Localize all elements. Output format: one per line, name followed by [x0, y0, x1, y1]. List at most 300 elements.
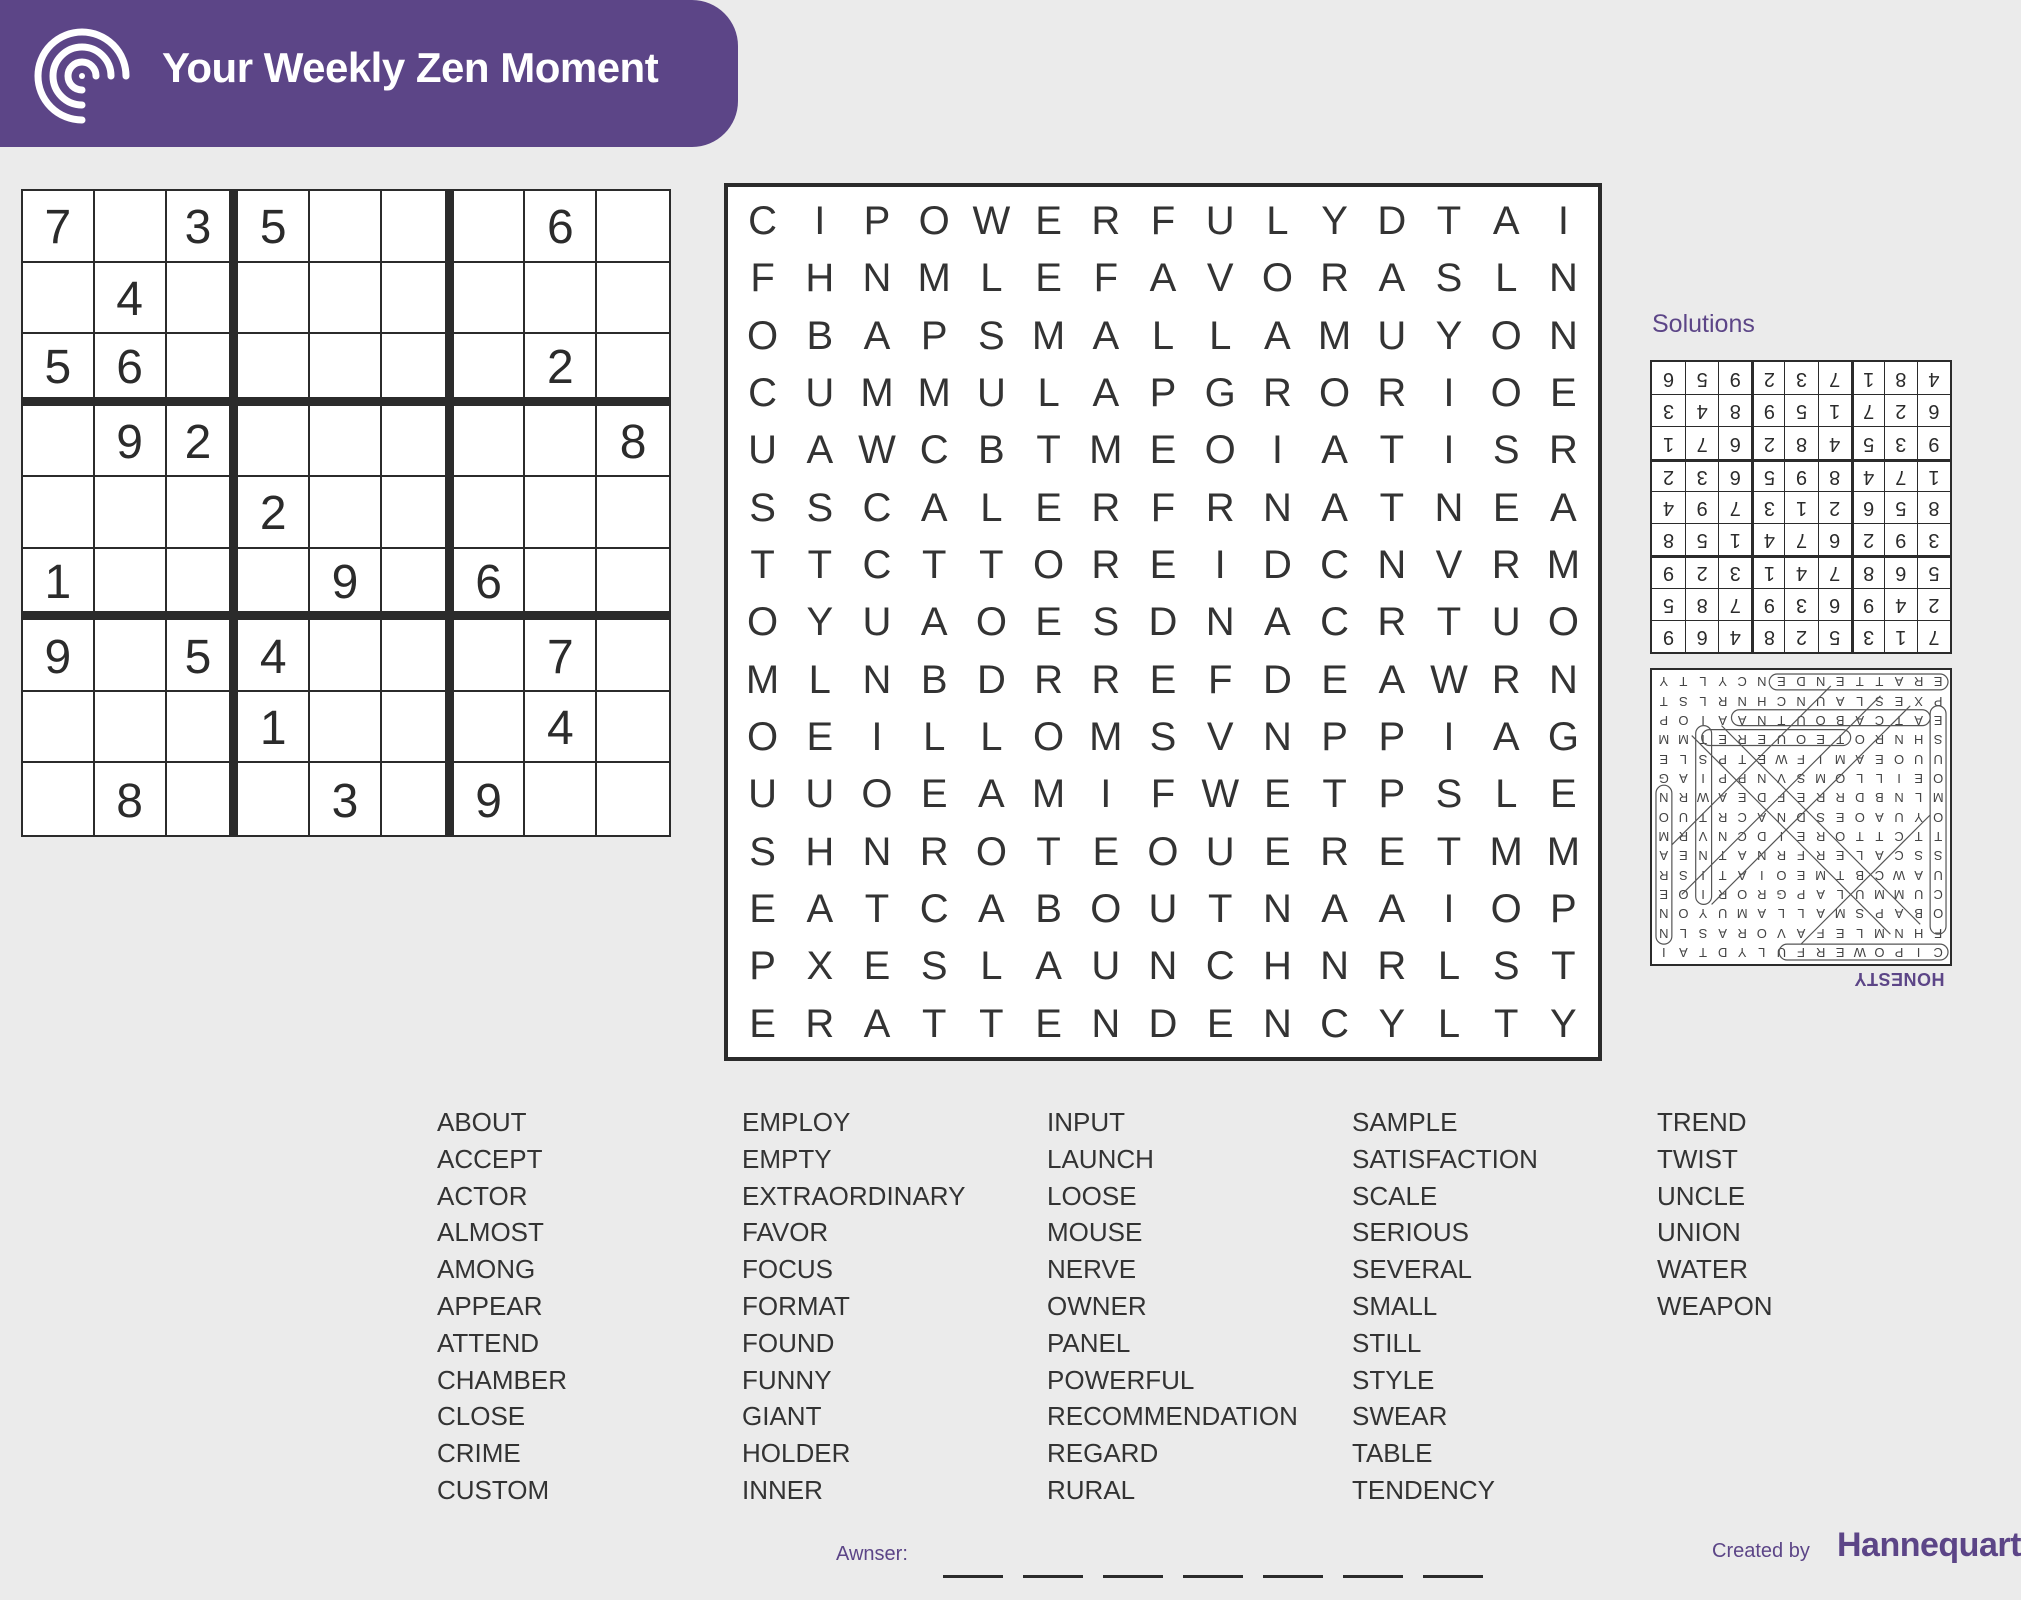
sudoku-cell[interactable] [382, 692, 454, 764]
word-search-letter[interactable]: T [1436, 199, 1462, 244]
sudoku-cell[interactable] [310, 620, 382, 692]
word-search-letter[interactable]: R [805, 1001, 835, 1046]
word-search-letter[interactable]: A [863, 1001, 891, 1046]
word-search-letter[interactable]: V [1206, 256, 1234, 301]
word-search-letter[interactable]: O [918, 199, 950, 244]
word-search-letter[interactable]: S [1435, 772, 1463, 817]
word-search-letter[interactable]: L [980, 715, 1003, 760]
word-search-letter[interactable]: D [976, 657, 1006, 702]
word-search-letter[interactable]: I [871, 715, 883, 760]
word-search-letter[interactable]: F [1150, 772, 1176, 817]
sudoku-cell[interactable] [382, 763, 454, 835]
sudoku-cell[interactable] [454, 477, 526, 549]
word-search-letter[interactable]: T [1036, 829, 1061, 874]
sudoku-cell[interactable] [597, 477, 669, 549]
sudoku-cell[interactable] [238, 334, 310, 406]
sudoku-cell[interactable]: 5 [238, 191, 310, 263]
word-search-letter[interactable]: R [1034, 657, 1064, 702]
word-search-letter[interactable]: L [923, 715, 946, 760]
word-search-letter[interactable]: T [1322, 772, 1347, 817]
sudoku-cell[interactable] [525, 263, 597, 335]
word-search-letter[interactable]: F [750, 256, 775, 301]
word-search-letter[interactable]: R [1377, 371, 1407, 416]
word-search-letter[interactable]: O [1490, 371, 1522, 416]
word-search-letter[interactable]: A [1264, 313, 1291, 358]
word-search-letter[interactable]: E [1035, 600, 1062, 645]
sudoku-cell[interactable] [525, 406, 597, 478]
answer-blank[interactable] [1183, 1575, 1243, 1578]
word-search-letter[interactable]: T [1551, 944, 1576, 989]
sudoku-cell[interactable] [525, 477, 597, 549]
word-search-letter[interactable]: Y [1378, 1001, 1406, 1046]
word-search-letter[interactable]: T [750, 543, 775, 588]
word-search-letter[interactable]: Y [1435, 313, 1463, 358]
sudoku-cell[interactable]: 2 [525, 334, 597, 406]
word-search-letter[interactable]: O [1547, 600, 1579, 645]
sudoku-cell[interactable]: 7 [23, 191, 95, 263]
sudoku-cell[interactable] [597, 263, 669, 335]
word-search-letter[interactable]: N [1262, 887, 1292, 932]
sudoku-cell[interactable] [382, 263, 454, 335]
word-search-letter[interactable]: A [1321, 485, 1348, 530]
sudoku-cell[interactable]: 4 [525, 692, 597, 764]
answer-blank[interactable] [1423, 1575, 1483, 1578]
sudoku-cell[interactable]: 4 [238, 620, 310, 692]
sudoku-cell[interactable]: 1 [238, 692, 310, 764]
word-search-letter[interactable]: C [1320, 600, 1350, 645]
sudoku-cell[interactable] [454, 263, 526, 335]
word-search-letter[interactable]: H [805, 256, 835, 301]
word-search-letter[interactable]: O [747, 715, 779, 760]
word-search-letter[interactable]: E [1550, 371, 1577, 416]
sudoku-cell[interactable] [454, 191, 526, 263]
word-search-letter[interactable]: S [1435, 256, 1463, 301]
word-search-letter[interactable]: C [862, 485, 892, 530]
sudoku-cell[interactable] [167, 692, 239, 764]
sudoku-cell[interactable] [382, 191, 454, 263]
sudoku-cell[interactable]: 9 [454, 763, 526, 835]
sudoku-cell[interactable] [238, 263, 310, 335]
word-search-letter[interactable]: A [920, 600, 948, 645]
sudoku-cell[interactable] [310, 263, 382, 335]
word-search-letter[interactable]: E [806, 715, 834, 760]
word-search-letter[interactable]: A [1092, 313, 1120, 358]
word-search-letter[interactable]: N [1148, 944, 1178, 989]
word-search-letter[interactable]: L [1495, 256, 1518, 301]
sudoku-cell[interactable] [310, 334, 382, 406]
word-search-letter[interactable]: E [1492, 485, 1520, 530]
answer-blank[interactable] [1023, 1575, 1083, 1578]
sudoku-cell[interactable] [167, 477, 239, 549]
word-search-letter[interactable]: E [863, 944, 891, 989]
sudoku-cell[interactable]: 2 [238, 477, 310, 549]
word-search-letter[interactable]: R [1205, 485, 1235, 530]
word-search-letter[interactable]: E [1378, 829, 1406, 874]
word-search-letter[interactable]: B [978, 428, 1005, 473]
word-search-letter[interactable]: S [806, 485, 834, 530]
sudoku-cell[interactable] [382, 406, 454, 478]
word-search-letter[interactable]: I [1100, 772, 1112, 817]
word-search-letter[interactable]: O [1261, 256, 1293, 301]
word-search-letter[interactable]: W [972, 199, 1011, 244]
word-search-letter[interactable]: O [975, 600, 1007, 645]
sudoku-cell[interactable] [310, 406, 382, 478]
sudoku-cell[interactable] [382, 549, 454, 621]
word-search-letter[interactable]: A [1264, 600, 1291, 645]
word-search-letter[interactable]: A [1550, 485, 1577, 530]
sudoku-cell[interactable] [597, 763, 669, 835]
word-search-letter[interactable]: E [1550, 772, 1577, 817]
word-search-letter[interactable]: F [1093, 256, 1118, 301]
word-search-letter[interactable]: L [1437, 1001, 1461, 1046]
sudoku-cell[interactable] [525, 763, 597, 835]
word-search-letter[interactable]: O [861, 772, 893, 817]
word-search-letter[interactable]: U [805, 371, 835, 416]
word-search-letter[interactable]: A [1321, 887, 1348, 932]
sudoku-cell[interactable] [23, 763, 95, 835]
word-search-letter[interactable]: A [806, 428, 834, 473]
word-search-letter[interactable]: C [1320, 1001, 1350, 1046]
answer-blank[interactable] [943, 1575, 1003, 1578]
word-search-letter[interactable]: E [1035, 199, 1062, 244]
sudoku-cell[interactable]: 9 [95, 406, 167, 478]
word-search-letter[interactable]: G [1204, 371, 1236, 416]
sudoku-cell[interactable] [382, 620, 454, 692]
word-search-letter[interactable]: P [1550, 887, 1577, 932]
word-search-letter[interactable]: R [1320, 256, 1350, 301]
word-search-letter[interactable]: O [1319, 371, 1351, 416]
word-search-letter[interactable]: L [1209, 313, 1232, 358]
word-search-letter[interactable]: E [1149, 543, 1177, 588]
word-search-letter[interactable]: L [1037, 371, 1060, 416]
word-search-letter[interactable]: P [920, 313, 948, 358]
word-search-letter[interactable]: O [1490, 313, 1522, 358]
word-search-letter[interactable]: O [975, 829, 1007, 874]
sudoku-cell[interactable] [95, 620, 167, 692]
answer-blank[interactable] [1343, 1575, 1403, 1578]
word-search-letter[interactable]: O [1204, 428, 1236, 473]
word-search-letter[interactable]: N [1377, 543, 1407, 588]
sudoku-cell[interactable] [382, 334, 454, 406]
word-search-letter[interactable]: A [1378, 657, 1406, 702]
word-search-letter[interactable]: E [1206, 1001, 1234, 1046]
sudoku-cell[interactable]: 7 [525, 620, 597, 692]
word-search-letter[interactable]: W [1201, 772, 1240, 817]
word-search-letter[interactable]: N [1434, 485, 1464, 530]
word-search-letter[interactable]: E [1149, 428, 1177, 473]
word-search-letter[interactable]: R [1091, 657, 1121, 702]
word-search-letter[interactable]: Y [1321, 199, 1348, 244]
word-search-letter[interactable]: E [1035, 256, 1062, 301]
sudoku-cell[interactable] [525, 549, 597, 621]
word-search-letter[interactable]: P [1378, 772, 1406, 817]
word-search-letter[interactable]: M [1031, 772, 1066, 817]
word-search-letter[interactable]: T [979, 1001, 1004, 1046]
word-search-letter[interactable]: P [863, 199, 891, 244]
word-search-letter[interactable]: U [976, 371, 1006, 416]
word-search-letter[interactable]: M [745, 657, 780, 702]
sudoku-cell[interactable]: 9 [23, 620, 95, 692]
word-search-letter[interactable]: L [1495, 772, 1518, 817]
word-search-letter[interactable]: M [917, 371, 951, 416]
word-search-letter[interactable]: D [1262, 657, 1292, 702]
word-search-letter[interactable]: T [921, 543, 947, 588]
sudoku-cell[interactable] [597, 549, 669, 621]
word-search-letter[interactable]: L [808, 657, 831, 702]
word-search-letter[interactable]: D [1377, 199, 1407, 244]
word-search-letter[interactable]: M [1031, 313, 1066, 358]
word-search-letter[interactable]: X [806, 944, 834, 989]
word-search-letter[interactable]: I [1557, 199, 1569, 244]
word-search-letter[interactable]: M [1489, 829, 1523, 874]
word-search-letter[interactable]: M [1317, 313, 1352, 358]
word-search-letter[interactable]: T [1493, 1001, 1519, 1046]
answer-blank[interactable] [1263, 1575, 1323, 1578]
word-search-letter[interactable]: C [748, 371, 778, 416]
word-search-letter[interactable]: R [1491, 657, 1521, 702]
sudoku-cell[interactable] [167, 263, 239, 335]
sudoku-cell[interactable] [23, 477, 95, 549]
word-search-letter[interactable]: E [749, 1001, 776, 1046]
sudoku-cell[interactable] [23, 692, 95, 764]
word-search-letter[interactable]: E [1149, 657, 1177, 702]
word-search-letter[interactable]: D [1148, 600, 1178, 645]
word-search-letter[interactable]: O [747, 313, 779, 358]
word-search-letter[interactable]: S [1492, 944, 1520, 989]
sudoku-cell[interactable] [310, 692, 382, 764]
sudoku-cell[interactable] [95, 692, 167, 764]
word-search-letter[interactable]: I [1443, 428, 1455, 473]
word-search-letter[interactable]: C [1320, 543, 1350, 588]
word-search-letter[interactable]: P [1321, 715, 1348, 760]
word-search-letter[interactable]: A [1492, 715, 1520, 760]
word-search-letter[interactable]: C [1205, 944, 1235, 989]
word-search-letter[interactable]: I [1443, 887, 1455, 932]
word-search-letter[interactable]: I [814, 199, 826, 244]
word-search-letter[interactable]: M [1089, 715, 1123, 760]
word-search-letter[interactable]: N [862, 829, 892, 874]
word-search-letter[interactable]: R [1491, 543, 1521, 588]
word-search-letter[interactable]: U [805, 772, 835, 817]
word-search-letter[interactable]: N [1320, 944, 1350, 989]
word-search-letter[interactable]: D [1262, 543, 1292, 588]
word-search-letter[interactable]: T [864, 887, 890, 932]
word-search-letter[interactable]: L [980, 485, 1003, 530]
word-search-letter[interactable]: O [1033, 543, 1065, 588]
word-search-letter[interactable]: A [1149, 256, 1177, 301]
word-search-letter[interactable]: Y [806, 600, 834, 645]
word-search-letter[interactable]: A [1378, 887, 1406, 932]
sudoku-cell[interactable] [597, 692, 669, 764]
word-search-letter[interactable]: S [920, 944, 948, 989]
word-search-letter[interactable]: L [1151, 313, 1175, 358]
word-search-letter[interactable]: P [1149, 371, 1177, 416]
word-search-letter[interactable]: S [1092, 600, 1120, 645]
word-search-letter[interactable]: T [1036, 428, 1061, 473]
sudoku-cell[interactable] [95, 477, 167, 549]
sudoku-cell[interactable] [454, 692, 526, 764]
sudoku-cell[interactable] [597, 620, 669, 692]
word-search-letter[interactable]: P [749, 944, 776, 989]
word-search-letter[interactable]: F [1150, 485, 1176, 530]
word-search-letter[interactable]: O [747, 600, 779, 645]
word-search-letter[interactable]: O [1147, 829, 1179, 874]
sudoku-cell[interactable]: 6 [525, 191, 597, 263]
word-search-letter[interactable]: O [1090, 887, 1122, 932]
word-search-letter[interactable]: T [1379, 485, 1404, 530]
sudoku-cell[interactable] [95, 191, 167, 263]
word-search-letter[interactable]: W [858, 428, 896, 473]
word-search-letter[interactable]: V [1435, 543, 1463, 588]
word-search-letter[interactable]: B [1035, 887, 1062, 932]
word-search-letter[interactable]: T [1436, 829, 1462, 874]
word-search-letter[interactable]: S [749, 485, 776, 530]
word-search-letter[interactable]: A [1035, 944, 1062, 989]
word-search-letter[interactable]: H [805, 829, 835, 874]
word-search-letter[interactable]: T [807, 543, 832, 588]
sudoku-cell[interactable]: 5 [167, 620, 239, 692]
word-search-letter[interactable]: I [1214, 543, 1226, 588]
sudoku-cell[interactable] [597, 334, 669, 406]
word-search-letter[interactable]: L [980, 256, 1003, 301]
word-search-letter[interactable]: T [1436, 600, 1462, 645]
sudoku-cell[interactable] [597, 191, 669, 263]
word-search-letter[interactable]: M [1546, 829, 1581, 874]
word-search-letter[interactable]: N [1262, 1001, 1292, 1046]
word-search-letter[interactable]: L [1437, 944, 1461, 989]
word-search-letter[interactable]: N [1262, 715, 1292, 760]
word-search-letter[interactable]: O [1033, 715, 1065, 760]
word-search-letter[interactable]: N [1548, 313, 1578, 358]
sudoku-cell[interactable]: 3 [167, 191, 239, 263]
word-search-letter[interactable]: U [1491, 600, 1521, 645]
sudoku-cell[interactable] [167, 334, 239, 406]
word-search-letter[interactable]: N [862, 256, 892, 301]
word-search-letter[interactable]: T [1379, 428, 1404, 473]
sudoku-cell[interactable] [454, 620, 526, 692]
word-search-letter[interactable]: L [980, 944, 1003, 989]
word-search-letter[interactable]: N [1548, 657, 1578, 702]
sudoku-cell[interactable]: 2 [167, 406, 239, 478]
word-search-letter[interactable]: D [1148, 1001, 1178, 1046]
word-search-letter[interactable]: E [1035, 1001, 1062, 1046]
word-search-letter[interactable]: U [1205, 199, 1235, 244]
word-search-letter[interactable]: U [1148, 887, 1178, 932]
word-search-letter[interactable]: A [978, 772, 1005, 817]
word-search-letter[interactable]: A [1321, 428, 1348, 473]
word-search-letter[interactable]: A [1492, 199, 1520, 244]
word-search-letter[interactable]: E [1035, 485, 1062, 530]
word-search-letter[interactable]: E [920, 772, 948, 817]
sudoku-cell[interactable] [238, 549, 310, 621]
word-search-letter[interactable]: V [1206, 715, 1234, 760]
sudoku-cell[interactable]: 6 [454, 549, 526, 621]
word-search-letter[interactable]: R [1262, 371, 1292, 416]
word-search-letter[interactable]: T [1207, 887, 1233, 932]
word-search-letter[interactable]: S [1492, 428, 1520, 473]
sudoku-cell[interactable] [95, 549, 167, 621]
word-search-letter[interactable]: E [749, 887, 776, 932]
word-search-letter[interactable]: C [748, 199, 778, 244]
word-search-letter[interactable]: T [979, 543, 1004, 588]
word-search-letter[interactable]: H [1262, 944, 1292, 989]
sudoku-cell[interactable] [167, 763, 239, 835]
word-search-letter[interactable]: O [1490, 887, 1522, 932]
sudoku-cell[interactable]: 5 [23, 334, 95, 406]
word-search-letter[interactable]: N [1091, 1001, 1121, 1046]
word-search-letter[interactable]: M [1089, 428, 1123, 473]
word-search-letter[interactable]: E [1321, 657, 1348, 702]
word-search-letter[interactable]: N [1548, 256, 1578, 301]
word-search-letter[interactable]: N [1205, 600, 1235, 645]
answer-blank[interactable] [1103, 1575, 1163, 1578]
word-search-letter[interactable]: P [1378, 715, 1406, 760]
word-search-letter[interactable]: A [920, 485, 948, 530]
sudoku-cell[interactable] [23, 406, 95, 478]
word-search-letter[interactable]: R [919, 829, 949, 874]
word-search-letter[interactable]: S [749, 829, 776, 874]
sudoku-cell[interactable]: 4 [95, 263, 167, 335]
sudoku-cell[interactable]: 1 [23, 549, 95, 621]
word-search-letter[interactable]: E [1264, 829, 1291, 874]
word-search-letter[interactable]: R [1091, 199, 1121, 244]
sudoku-cell[interactable]: 6 [95, 334, 167, 406]
word-search-letter[interactable]: N [862, 657, 892, 702]
word-search-letter[interactable]: R [1091, 543, 1121, 588]
word-search-letter[interactable]: R [1320, 829, 1350, 874]
sudoku-cell[interactable]: 9 [310, 549, 382, 621]
sudoku-cell[interactable]: 3 [310, 763, 382, 835]
word-search-letter[interactable]: B [920, 657, 948, 702]
word-search-letter[interactable]: E [1092, 829, 1120, 874]
word-search-letter[interactable]: A [978, 887, 1005, 932]
word-search-letter[interactable]: C [919, 428, 949, 473]
word-search-letter[interactable]: A [1378, 256, 1406, 301]
word-search-letter[interactable]: M [860, 371, 894, 416]
word-search-letter[interactable]: G [1547, 715, 1579, 760]
word-search-letter[interactable]: L [1266, 199, 1289, 244]
sudoku-cell[interactable] [310, 477, 382, 549]
word-search-letter[interactable]: I [1271, 428, 1283, 473]
word-search-letter[interactable]: N [1262, 485, 1292, 530]
word-search-letter[interactable]: F [1150, 199, 1176, 244]
sudoku-cell[interactable]: 8 [597, 406, 669, 478]
sudoku-cell[interactable] [238, 406, 310, 478]
word-search-letter[interactable]: C [919, 887, 949, 932]
word-search-letter[interactable]: I [1443, 715, 1455, 760]
word-search-letter[interactable]: T [921, 1001, 947, 1046]
word-search-letter[interactable]: R [1091, 485, 1121, 530]
word-search-letter[interactable]: M [1546, 543, 1581, 588]
word-search-letter[interactable]: A [806, 887, 834, 932]
word-search-letter[interactable]: U [748, 428, 778, 473]
word-search-letter[interactable]: I [1443, 371, 1455, 416]
word-search-letter[interactable]: E [1264, 772, 1291, 817]
word-search-letter[interactable]: U [1091, 944, 1121, 989]
word-search-letter[interactable]: W [1430, 657, 1468, 702]
word-search-letter[interactable]: C [862, 543, 892, 588]
sudoku-cell[interactable] [382, 477, 454, 549]
word-search-letter[interactable]: U [1377, 313, 1407, 358]
sudoku-cell[interactable] [23, 263, 95, 335]
sudoku-cell[interactable]: 8 [95, 763, 167, 835]
word-search-letter[interactable]: A [1092, 371, 1120, 416]
word-search-letter[interactable]: U [748, 772, 778, 817]
word-search-letter[interactable]: S [978, 313, 1005, 358]
word-search-letter[interactable]: M [917, 256, 951, 301]
sudoku-cell[interactable] [167, 549, 239, 621]
word-search-letter[interactable]: R [1548, 428, 1578, 473]
